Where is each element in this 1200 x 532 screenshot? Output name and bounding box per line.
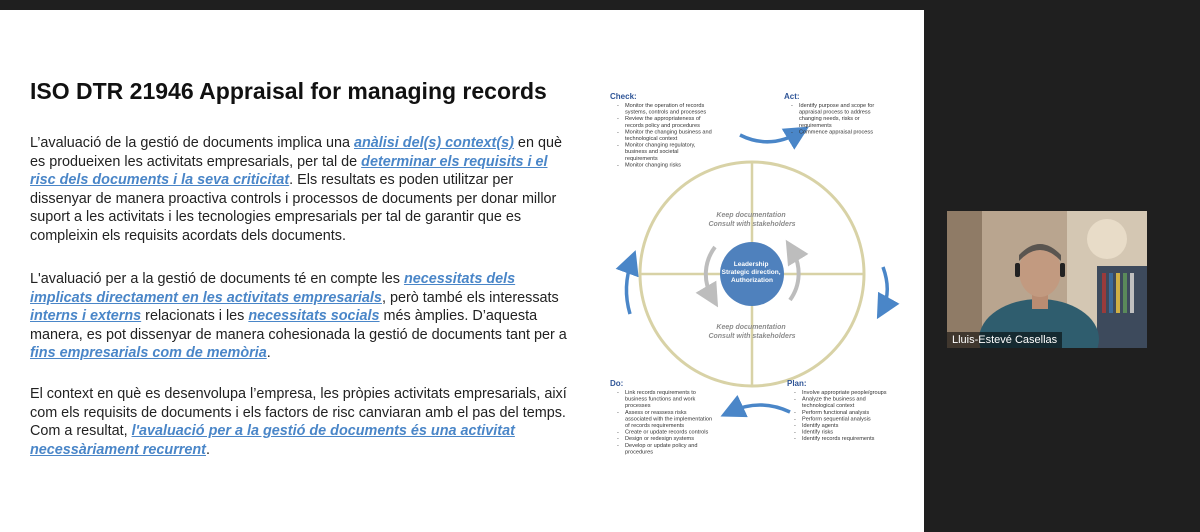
act-item-line: changing needs, risks or [799, 116, 860, 123]
check-item-line: systems, controls and processes [625, 109, 707, 116]
do-item-line: procedures [625, 449, 653, 456]
check-item-line: technological context [625, 136, 678, 142]
check-item-line: Monitor the operation of records [625, 103, 705, 109]
text: . [266, 345, 271, 362]
check-item-line: records policy and procedures [625, 122, 700, 129]
do-item-line: of records requirements [625, 423, 685, 429]
do-box [610, 379, 712, 455]
presentation-slide [0, 10, 1058, 532]
highlight-link: fins empresarials com de memòria [30, 345, 267, 362]
slide-title: ISO DTR 21946 Appraisal for managing records [30, 78, 547, 104]
do-item-line: Create or update records controls [625, 429, 709, 436]
highlight-link: determinar els requisits i el risc dels documents i la seva criticitat [30, 153, 548, 189]
highlight-link: necessitats dels implicats directament en les activitats empresarials [30, 271, 516, 306]
check-bullet: - [617, 116, 619, 123]
do-item-line: business functions and work [625, 396, 696, 403]
plan-item-line: Perform functional analysis [802, 409, 870, 416]
center-line: Authorization [731, 277, 773, 284]
plan-bullet: - [794, 409, 796, 416]
plan-item-line: Analyze the business and [802, 396, 866, 403]
highlight-link: interns i externs [30, 308, 142, 325]
text: L’avaluació de la gestió de documents implica una [30, 135, 354, 151]
text: relacionats i les [141, 308, 249, 325]
act-bullet: - [791, 103, 793, 109]
plan-title: Plan: [787, 379, 807, 388]
highlight-link: l'avaluació per a la gestió de documents és una activitat necessàriament recurrent [30, 423, 515, 458]
text: El context en què es desenvolupa l’empresa, les pròpies activitats empresarials, així com els requisits de documents i els factors de risc canviaran amb el pas del temps. Com a resultat, [30, 386, 567, 440]
keep-line: Keep documentation [716, 212, 786, 219]
act-title: Act: [784, 92, 800, 101]
do-item-line: Link records requirements to [625, 390, 696, 396]
do-bullet: - [617, 390, 619, 396]
cycle-arrow-right [882, 267, 887, 310]
text: . [205, 441, 210, 458]
inner-arrow-left [706, 247, 715, 297]
keep-line: Keep documentation [716, 324, 786, 331]
plan-item-line: Identify agents [802, 423, 839, 429]
cycle-arrow-bottom [730, 405, 790, 412]
highlight-link: anàlisi del(s) context(s) [354, 135, 514, 151]
act-item-line: appraisal process to address [799, 109, 871, 116]
check-item-line: Review the appropriateness of [625, 116, 701, 123]
plan-item-line: Identify records requirements [802, 436, 875, 443]
do-title: Do: [610, 379, 624, 388]
act-item-line: Identify purpose and scope for [799, 103, 875, 109]
text: L'avaluació per a la gestió de documents té en compte les [30, 271, 404, 287]
plan-bullet: - [794, 390, 796, 396]
check-item-line: Monitor changing regulatory, [625, 142, 696, 149]
keep-line: Consult with stakeholders [708, 333, 796, 340]
do-item-line: processes [625, 403, 651, 410]
plan-bullet: - [794, 423, 796, 429]
check-item-line: Monitor the changing business and [625, 129, 712, 136]
do-bullet: - [617, 442, 619, 449]
check-bullet: - [617, 142, 619, 149]
pdca-cycle-diagram [600, 82, 918, 482]
paragraph-2 [30, 270, 575, 363]
do-item-line: associated with the implementation [625, 416, 713, 423]
participant-video[interactable] [947, 211, 1147, 348]
plan-bullet: - [794, 416, 796, 423]
check-item-line: Monitor changing risks [625, 162, 681, 169]
check-bullet: - [617, 103, 619, 109]
do-bullet: - [617, 409, 619, 416]
highlight-link: necessitats socials [248, 308, 380, 325]
text: més àmplies. D’aquesta manera, es pot dissenyar de manera cohesionada la gestió de documents tant per a [30, 308, 567, 343]
check-item-line: requirements [625, 155, 658, 162]
act-bullet: - [791, 129, 793, 136]
check-box [610, 92, 712, 168]
act-item-line: requirements [799, 122, 832, 129]
do-item-line: Assess or reassess risks [625, 409, 687, 416]
check-bullet: - [617, 162, 619, 169]
text: . Els resultats es poden utilitzar per dissenyar de manera proactiva controls i processos de documents per donar millor suport a les activitats i les tecnologies empresarials per tal de garantir que es compleixin els requisits acordats dels documents. [30, 172, 557, 244]
plan-item-line: Perform sequential analysis [802, 416, 871, 423]
act-item-line: Commence appraisal process [799, 129, 873, 136]
plan-item-line: Identify risks [802, 429, 834, 436]
plan-bullet: - [794, 429, 796, 436]
do-item-line: Design or redesign systems [625, 436, 695, 443]
plan-box [787, 379, 887, 442]
center-line: Leadership [733, 261, 769, 268]
do-item-line: Develop or update policy and [625, 442, 698, 449]
text: , però també els interessats [381, 289, 559, 306]
text: en què es produeixen les activitats empresarials, per tal de [30, 135, 562, 170]
check-title: Check: [610, 92, 637, 101]
act-box [784, 92, 874, 135]
plan-item-line: technological context [802, 403, 855, 410]
paragraph-1 [30, 134, 575, 246]
check-bullet: - [617, 129, 619, 136]
cycle-arrow-left [626, 260, 632, 314]
keep-line: Consult with stakeholders [708, 221, 796, 228]
center-line: Strategic direction, [721, 269, 781, 276]
check-item-line: business and societal [625, 149, 679, 156]
do-bullet: - [617, 429, 619, 436]
plan-item-line: Involve appropriate people/groups [802, 390, 887, 396]
do-bullet: - [617, 436, 619, 443]
paragraph-3 [30, 385, 575, 459]
plan-bullet: - [794, 396, 796, 403]
plan-bullet: - [794, 436, 796, 443]
participant-name: Lluis-Estevé Casellas [947, 332, 1062, 348]
video-feed-image [947, 211, 1147, 348]
